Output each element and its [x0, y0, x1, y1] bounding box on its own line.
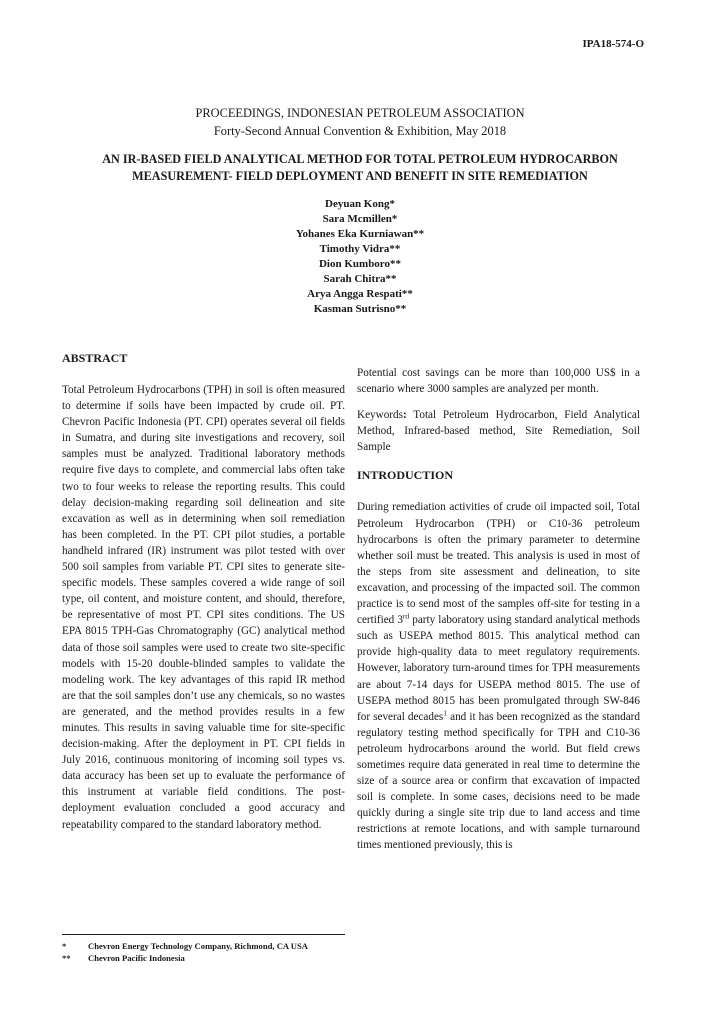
footnote-mark: *: [62, 941, 67, 951]
intro-text-1: During remediation activities of crude oil impacted soil, Total Petroleum Hydrocarbon (TPH) or C10-36 petroleum hydrocarbons is often the primary parameter to determine whether soil must be treated. This analysis is used in most of the steps from site assessment and delineation, to site excavation, and processing of the impacted soil. The common practice is to send most of the samples off-site for testing in a certified 3: [357, 501, 640, 627]
keywords-label: Keywords: [357, 409, 403, 422]
right-column: [357, 365, 640, 854]
title-line-2: MEASUREMENT- FIELD DEPLOYMENT AND BENEFIT IN SITE REMEDIATION: [132, 169, 588, 183]
intro-superscript-rd: rd: [402, 611, 410, 621]
footnote: [62, 952, 308, 964]
abstract-heading: ABSTRACT: [62, 351, 128, 365]
author: Yohanes Eka Kurniawan**: [295, 228, 425, 240]
introduction-heading: INTRODUCTION: [357, 468, 454, 483]
author: Sarah Chitra**: [323, 273, 397, 285]
author-list: [0, 197, 720, 317]
proceedings-line-2: Forty-Second Annual Convention & Exhibition, May 2018: [213, 124, 507, 138]
proceedings-line-1: PROCEEDINGS, INDONESIAN PETROLEUM ASSOCIATION: [195, 106, 525, 120]
paper-title: [50, 151, 670, 185]
footnote-text: Chevron Pacific Indonesia: [88, 953, 185, 963]
introduction-body: [357, 499, 640, 853]
intro-footnote-ref: 1: [443, 707, 448, 717]
author: Dion Kumboro**: [318, 258, 401, 270]
footnote-divider: [62, 934, 345, 935]
document-id: IPA18-574-O: [582, 38, 644, 50]
intro-text-3: and it has been recognized as the standard regulatory testing method specifically for TPH and C10-36 petroleum hydrocarbons around the world. But field crews sometimes require data generated in real time to determine the size of a source area or confirm that excavation of impacted soil is complete. In some cases, decisions need to be made quickly during a single site trip due to land access and time restrictions at remote locations, and with sample turnaround times mentioned previously, this is: [357, 710, 640, 852]
footnotes: [62, 940, 308, 964]
author: Arya Angga Respati**: [307, 288, 413, 300]
footnote-text: Chevron Energy Technology Company, Richmond, CA USA: [88, 941, 308, 951]
left-column: [62, 350, 345, 833]
abstract-continuation: Potential cost savings can be more than 100,000 US$ in a scenario where 3000 samples are analyzed per month.: [357, 367, 640, 396]
footnote: [62, 940, 308, 952]
intro-text-2: party laboratory using standard analytical methods such as USEPA method 8015. This analytical method can provide high-quality data to meet regulatory requirements. However, laboratory turn-around times for TPH measurements are about 7-14 days for USEPA method 8015. The use of USEPA method 8015 has been promulgated through SW-846 for several decades: [357, 614, 640, 723]
title-line-1: AN IR-BASED FIELD ANALYTICAL METHOD FOR TOTAL PETROLEUM HYDROCARBON: [102, 152, 618, 166]
keywords: [357, 407, 640, 455]
author: Kasman Sutrisno**: [313, 303, 407, 315]
keywords-colon: :: [403, 409, 407, 422]
keywords-text: Total Petroleum Hydrocarbon, Field Analytical Method, Infrared-based method, Site Remediation, Soil Sample: [357, 409, 640, 454]
abstract-body: Total Petroleum Hydrocarbons (TPH) in soil is often measured to determine if soils have been impacted by crude oil. PT. Chevron Pacific Indonesia (PT. CPI) operates several oil fields in Sumatra, and during site investigations and recovery, soil samples must be analyzed. Traditional laboratory methods require five days to complete, and commercial labs often take two to four weeks to release the reporting results. This could delay decision-making regarding soil delineation and site excavation as well as in determining when soil remediation has been completed. In the PT. CPI pilot studies, a portable handheld infrared (IR) instrument was pilot tested with over 500 soil samples from variable PT. CPI sites to generate site-specific models. These samples covered a wide range of soil type, oil content, and moisture content, and should, therefore, be representative of most PT. CPI sites conditions. The US EPA 8015 TPH-Gas Chromatography (GC) analytical method data of those soil samples were used to create two site-specific models with 15-20 double-blinded samples to validate the modeling work. The key advantages of this rapid IR method are that the soil samples don’t use any chemicals, so no wastes are generated, and the method provides results in a few minutes. This results in saving valuable time for site-specific decision-making. After the deployment in PT. CPI fields in July 2016, continuous monitoring of incoming soil types vs. data accuracy has been set up to evaluate the performance of this instrument at variable field conditions. The post-deployment evaluation concluded a good accuracy and repeatability compared to the standard laboratory method.: [62, 384, 345, 831]
author: Deyuan Kong*: [325, 198, 395, 210]
author: Timothy Vidra**: [319, 243, 401, 255]
footnote-mark: **: [62, 953, 71, 963]
author: Sara Mcmillen*: [322, 213, 398, 225]
